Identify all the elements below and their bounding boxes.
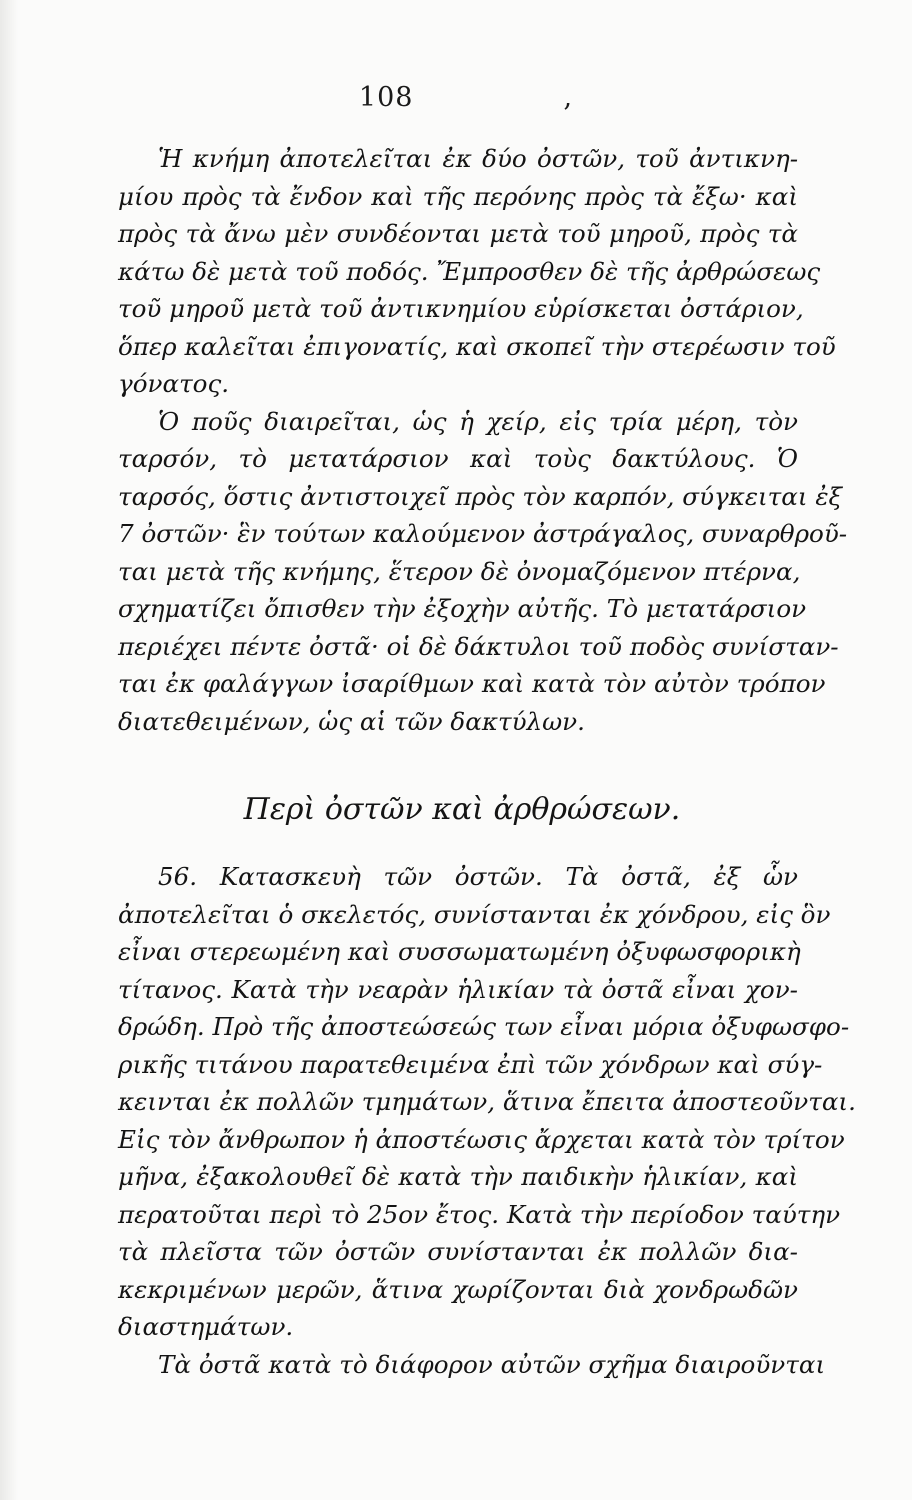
text-line: περιέχει πέντε ὀστᾶ· οἱ δὲ δάκτυλοι τοῦ ποδὸς συνίσταν- bbox=[118, 631, 839, 661]
page-gutter-shadow bbox=[0, 0, 18, 1500]
text-line: ὅπερ καλεῖται ἐπιγονατίς, καὶ σκοπεῖ τὴν στερέωσιν τοῦ bbox=[118, 331, 836, 361]
page-mark: , bbox=[563, 82, 574, 113]
text-line: εἶναι στερεωμένη καὶ συσσωματωμένη ὀξυφωσφορικὴ bbox=[118, 937, 801, 966]
text-line: περατοῦται περὶ τὸ 25ον ἔτος. Κατὰ τὴν περίοδον ταύτην bbox=[118, 1199, 841, 1229]
spacer bbox=[118, 740, 798, 780]
section-heading: Περὶ ὀστῶν καὶ ἀρθρώσεων. bbox=[243, 792, 681, 827]
text-line: ταρσός, ὅστις ἀντιστοιχεῖ πρὸς τὸν καρπόν, σύγκειται ἐξ bbox=[118, 481, 843, 511]
text-line: ρικῆς τιτάνου παρατεθειμένα ἐπὶ τῶν χόνδρων καὶ σύγ- bbox=[118, 1049, 823, 1079]
text-line: τοῦ μηροῦ μετὰ τοῦ ἀντικνημίου εὑρίσκεται ὀστάριον, bbox=[118, 294, 804, 323]
text-line: Τὰ ὀστᾶ κατὰ τὸ διάφορον αὐτῶν σχῆμα διαιροῦνται bbox=[158, 1349, 826, 1379]
page-number: 108 bbox=[358, 82, 414, 113]
page-number-row bbox=[0, 82, 912, 113]
text-line: μῆνα, ἐξακολουθεῖ δὲ κατὰ τὴν παιδικὴν ἡλικίαν, καὶ bbox=[118, 1162, 798, 1191]
text-line: Ἡ κνήμη ἀποτελεῖται ἐκ δύο ὀστῶν, τοῦ ἀντικνη- bbox=[158, 144, 798, 173]
paragraph-foot bbox=[118, 403, 848, 741]
text-line: ταρσόν, τὸ μετατάρσιον καὶ τοὺς δακτύλους. Ὁ bbox=[118, 444, 798, 473]
text-line: ται μετὰ τῆς κνήμης, ἕτερον δὲ ὀνομαζόμενον πτέρνα, bbox=[118, 556, 801, 586]
text-line: κεκριμένων μερῶν, ἅτινα χωρίζονται διὰ χονδρωδῶν bbox=[118, 1274, 798, 1304]
text-line: σχηματίζει ὄπισθεν τὴν ἐξοχὴν αὐτῆς. Τὸ μετατάρσιον bbox=[118, 594, 807, 623]
text-line: κεινται ἐκ πολλῶν τμημάτων, ἅτινα ἔπειτα ἀποστεοῦνται. bbox=[118, 1087, 856, 1116]
page-body bbox=[118, 140, 856, 1383]
paragraph-knee bbox=[118, 140, 836, 403]
text-line: Ὁ ποῦς διαιρεῖται, ὡς ἡ χείρ, εἰς τρία μέρη, τὸν bbox=[158, 406, 798, 436]
paragraph-bone-shapes bbox=[118, 1346, 826, 1384]
paragraph-bone-structure bbox=[118, 858, 856, 1346]
spacer bbox=[118, 840, 798, 858]
text-line: διατεθειμένων, ὡς αἱ τῶν δακτύλων. bbox=[118, 706, 585, 736]
text-line: Εἰς τὸν ἄνθρωπον ἡ ἀποστέωσις ἄρχεται κατὰ τὸν τρίτον bbox=[118, 1124, 845, 1154]
text-line: 7 ὀστῶν· ἓν τούτων καλούμενον ἀστράγαλος, συναρθροῦ- bbox=[118, 519, 848, 548]
text-line: τὰ πλεῖστα τῶν ὀστῶν συνίστανται ἐκ πολλῶν δια- bbox=[118, 1237, 798, 1266]
text-line: ἀποτελεῖται ὁ σκελετός, συνίστανται ἐκ χόνδρου, εἰς ὃν bbox=[118, 899, 831, 929]
text-line: μίου πρὸς τὰ ἔνδον καὶ τῆς περόνης πρὸς τὰ ἔξω· καὶ bbox=[118, 181, 798, 211]
text-line: πρὸς τὰ ἄνω μὲν συνδέονται μετὰ τοῦ μηροῦ, πρὸς τὰ bbox=[118, 219, 798, 248]
text-line: διαστημάτων. bbox=[118, 1312, 294, 1341]
text-line: ται ἐκ φαλάγγων ἰσαρίθμων καὶ κατὰ τὸν αὐτὸν τρόπον bbox=[118, 669, 826, 698]
text-line: 56. Κατασκευὴ τῶν ὀστῶν. Τὰ ὀστᾶ, ἐξ ὧν bbox=[158, 862, 798, 891]
text-line: κάτω δὲ μετὰ τοῦ ποδός. Ἔμπροσθεν δὲ τῆς ἀρθρώσεως bbox=[118, 256, 821, 286]
text-line: δρώδη. Πρὸ τῆς ἀποστεώσεώς των εἶναι μόρια ὀξυφωσφο- bbox=[118, 1012, 850, 1041]
text-line: γόνατος. bbox=[118, 369, 230, 398]
text-line: τίτανος. Κατὰ τὴν νεαρὰν ἡλικίαν τὰ ὀστᾶ εἶναι χον- bbox=[118, 974, 798, 1004]
